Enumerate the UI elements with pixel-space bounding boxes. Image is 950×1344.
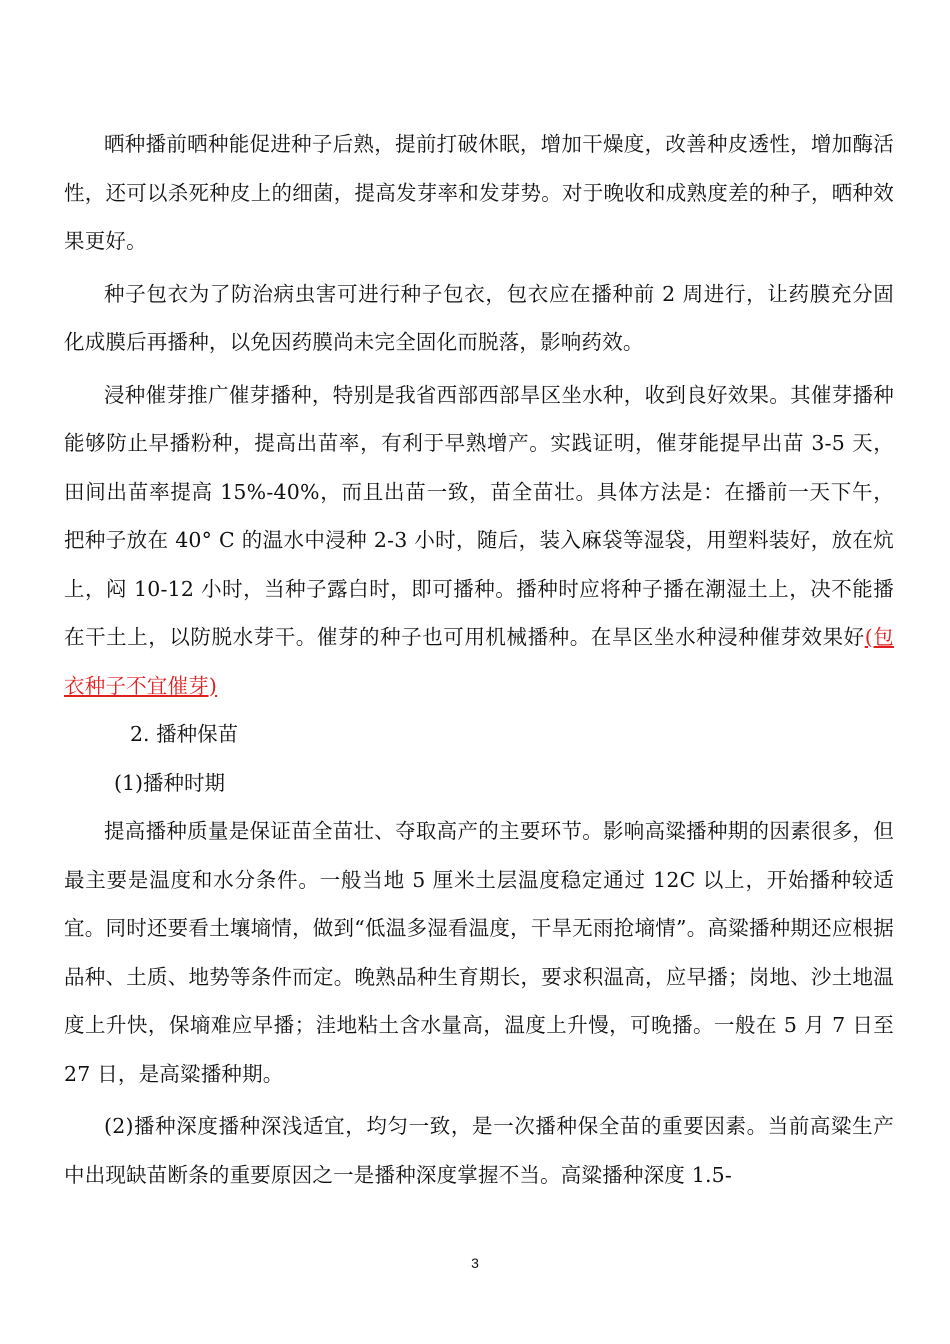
- subheading-sowing-period-text: (1)播种时期: [114, 770, 226, 795]
- page-number: 3: [471, 1255, 479, 1271]
- paragraph-sowing-depth: (2)播种深度播种深浅适宜，均匀一致，是一次播种保全苗的重要因素。当前高粱生产中出现缺苗断条的重要原因之一是播种深度掌握不当。高粱播种深度 1.5-: [64, 1114, 894, 1187]
- subheading-sowing-period: [64, 759, 894, 808]
- document-body: [64, 120, 894, 1203]
- paragraph-soaking-text: 浸种催芽推广催芽播种，特别是我省西部西部旱区坐水种，收到良好效果。其催芽播种能够防止早播粉种，提高出苗率，有利于早熟增产。实践证明，催芽能提早出苗 3-5 天，田间出苗率提高 15%-40%，而且出苗一致，苗全苗壮。具体方法是：在播前一天下午，把种子放在 40° C 的温水中浸种 2-3 小时，随后，装入麻袋等湿袋，用塑料装好，放在炕上，闷 10-12 小时，当种子露白时，即可播种。播种时应将种子播在潮湿土上，决不能播在干土上，以防脱水芽干。催芽的种子也可用机械播种。在旱区坐水种浸种催芽效果好: [64, 382, 894, 649]
- section-heading-sowing: 2. 播种保苗: [130, 722, 239, 746]
- paragraph-seed-sunning: 晒种播前晒种能促进种子后熟，提前打破休眠，增加干燥度，改善种皮透性，增加酶活性，还可以杀死种皮上的细菌，提高发芽率和发芽势。对于晚收和成熟度差的种子，晒种效果更好。: [64, 132, 894, 253]
- tracked-revision-insert: (包衣种子不宜催芽): [64, 625, 894, 698]
- paragraph-sowing-period: 提高播种质量是保证苗全苗壮、夺取高产的主要环节。影响高粱播种期的因素很多，但最主要是温度和水分条件。一般当地 5 厘米土层温度稳定通过 12C 以上，开始播种较适宜。同时还要看土壤墒情，做到“低温多湿看温度，干旱无雨抢墒情”。高粱播种期还应根据品种、土质、地势等条件而定。晚熟品种生育期长，要求积温高，应早播；岗地、沙土地温度上升快，保墒难应早播；洼地粘土含水量高，温度上升慢，可晚播。一般在 5 月 7 日至 27 日，是高粱播种期。: [64, 819, 894, 1086]
- paragraph-soaking-germination: [64, 371, 894, 711]
- paragraph-seed-coating: 种子包衣为了防治病虫害可进行种子包衣，包衣应在播种前 2 周进行，让药膜充分固化成膜后再播种，以免因药膜尚未完全固化而脱落，影响药效。: [64, 281, 894, 354]
